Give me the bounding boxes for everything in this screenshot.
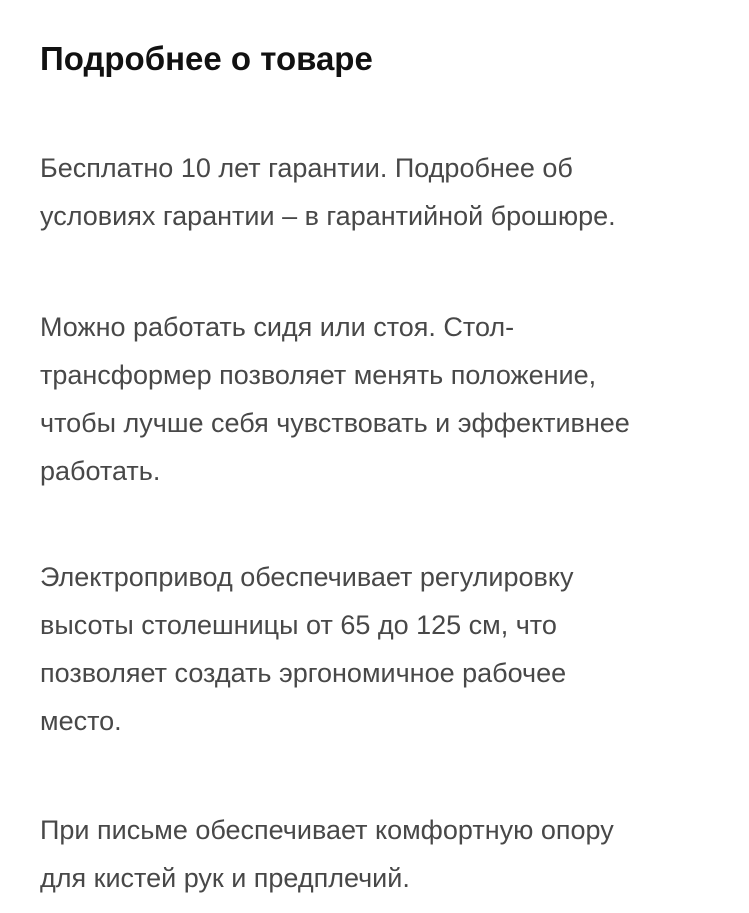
paragraph-line: место. bbox=[40, 706, 122, 736]
writing-support-paragraph bbox=[40, 806, 710, 902]
paragraph-line: Электропривод обеспечивает регулировку bbox=[40, 562, 574, 592]
paragraph-line: Бесплатно 10 лет гарантии. Подробнее об bbox=[40, 153, 573, 183]
paragraph-line: трансформер позволяет менять положение, bbox=[40, 360, 597, 390]
sit-stand-paragraph bbox=[40, 303, 710, 495]
warranty-paragraph bbox=[40, 144, 710, 240]
paragraph-line: для кистей рук и предплечий. bbox=[40, 863, 410, 893]
paragraph-line: высоты столешницы от 65 до 125 см, что bbox=[40, 610, 557, 640]
paragraph-line: При письме обеспечивает комфортную опору bbox=[40, 815, 614, 845]
paragraph-line: позволяет создать эргономичное рабочее bbox=[40, 658, 567, 688]
paragraph-line: работать. bbox=[40, 456, 161, 486]
electric-drive-paragraph bbox=[40, 553, 710, 745]
paragraph-line: условиях гарантии – в гарантийной брошюре. bbox=[40, 201, 616, 231]
paragraph-line: чтобы лучше себя чувствовать и эффективнее bbox=[40, 408, 630, 438]
paragraph-line: Можно работать сидя или стоя. Стол- bbox=[40, 312, 515, 342]
section-title: Подробнее о товаре bbox=[40, 40, 373, 77]
